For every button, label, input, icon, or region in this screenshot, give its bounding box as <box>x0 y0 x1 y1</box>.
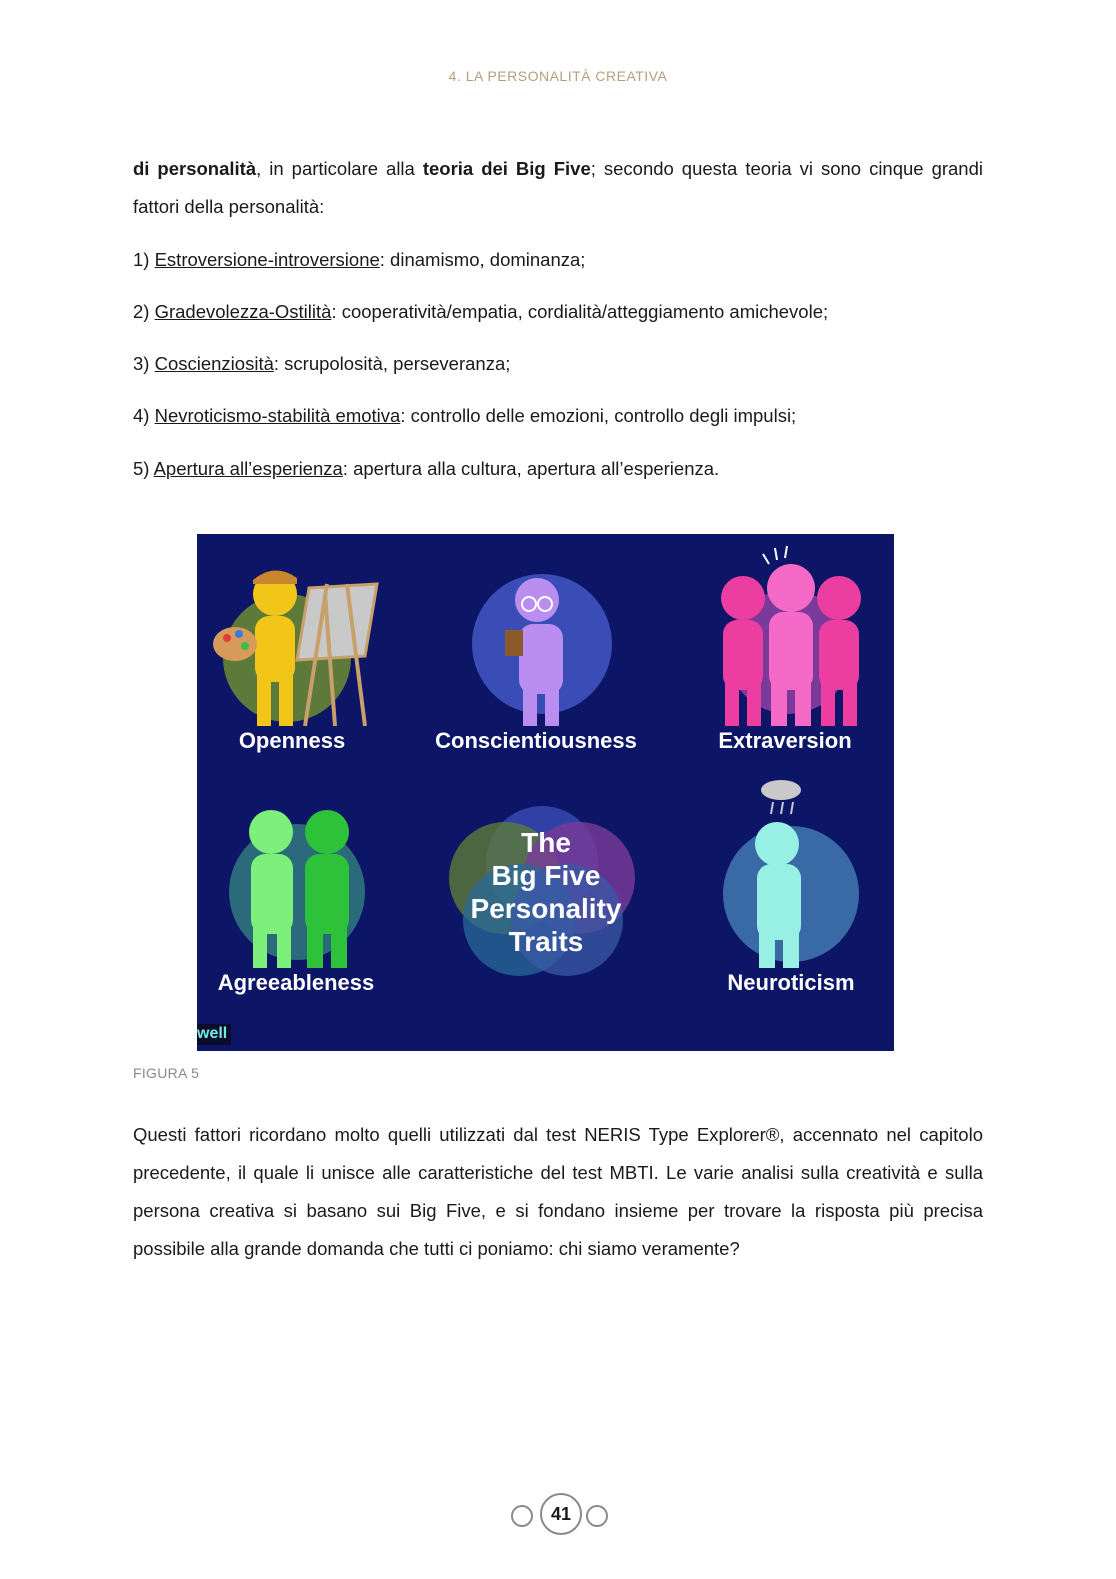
intro-bold-1: di personalità <box>133 158 257 179</box>
center-title-line: Personality <box>470 893 622 924</box>
factor-item <box>133 300 828 324</box>
factor-number: 2) <box>133 301 155 322</box>
right-ring-icon <box>586 1505 608 1527</box>
closing-paragraph: Questi fattori ricordano molto quelli utilizzati dal test NERIS Type Explorer®, accennato nel capitolo precedente, il quale li unisce alle caratteristiche del test MBTI. Le varie analisi sulla creatività e sulla persona creativa si basano sui Big Five, e si fondano insieme per trovare la risposta più precisa possibile alla grande domanda che tutti ci poniamo: chi siamo veramente? <box>133 1124 983 1259</box>
center-title <box>436 826 656 958</box>
factor-description: : cooperatività/empatia, cordialità/atteggiamento amichevole; <box>331 301 829 322</box>
factor-number: 1) <box>133 249 155 270</box>
factor-item <box>133 404 796 428</box>
source-badge: well <box>197 1024 231 1045</box>
factor-item <box>133 457 719 481</box>
factor-item <box>133 352 510 376</box>
big-five-figure <box>197 534 894 1051</box>
left-ring-icon <box>511 1505 533 1527</box>
center-title-line: Big Five <box>491 860 601 891</box>
page-number <box>0 1493 1116 1537</box>
factor-description: : scrupolosità, perseveranza; <box>273 353 511 374</box>
running-header: 4. LA PERSONALITÀ CREATIVA <box>448 68 668 84</box>
factor-number: 5) <box>133 458 154 479</box>
page-number-value: 41 <box>540 1493 582 1535</box>
openness-illustration <box>213 570 377 726</box>
agreeableness-illustration <box>229 810 365 968</box>
center-title-line: The <box>521 827 571 858</box>
factor-number: 3) <box>133 353 155 374</box>
factor-name: Estroversione-introversione <box>154 249 380 270</box>
intro-bold-2: teoria dei Big Five <box>422 158 591 179</box>
factor-description: : dinamismo, dominanza; <box>379 249 586 270</box>
factor-number: 4) <box>133 405 155 426</box>
trait-label-agreeableness: Agreeableness <box>217 970 375 995</box>
trait-label-extraversion: Extraversion <box>718 728 852 753</box>
factor-description: : controllo delle emozioni, controllo degli impulsi; <box>400 405 797 426</box>
factor-name: Apertura all’esperienza <box>153 458 343 479</box>
factor-name: Coscienziosità <box>154 353 274 374</box>
center-title-line: Traits <box>508 926 584 957</box>
extraversion-illustration <box>721 546 861 726</box>
intro-text-2: ; secondo questa teoria vi sono cinque grandi fattori della personalità: <box>133 158 983 217</box>
factor-description: : apertura alla cultura, apertura all’esperienza. <box>342 458 720 479</box>
conscientiousness-illustration <box>472 574 612 726</box>
intro-text-1: , in particolare alla <box>256 158 423 179</box>
trait-label-neuroticism: Neuroticism <box>727 970 855 995</box>
neuroticism-illustration <box>723 780 859 968</box>
factor-name: Nevroticismo-stabilità emotiva <box>154 405 401 426</box>
intro-paragraph <box>133 150 983 226</box>
factor-item <box>133 248 585 272</box>
trait-label-openness: Openness <box>238 728 346 753</box>
trait-label-conscientiousness: Conscientiousness <box>435 728 637 753</box>
factor-name: Gradevolezza-Ostilità <box>154 301 332 322</box>
figure-caption: FIGURA 5 <box>133 1065 200 1081</box>
